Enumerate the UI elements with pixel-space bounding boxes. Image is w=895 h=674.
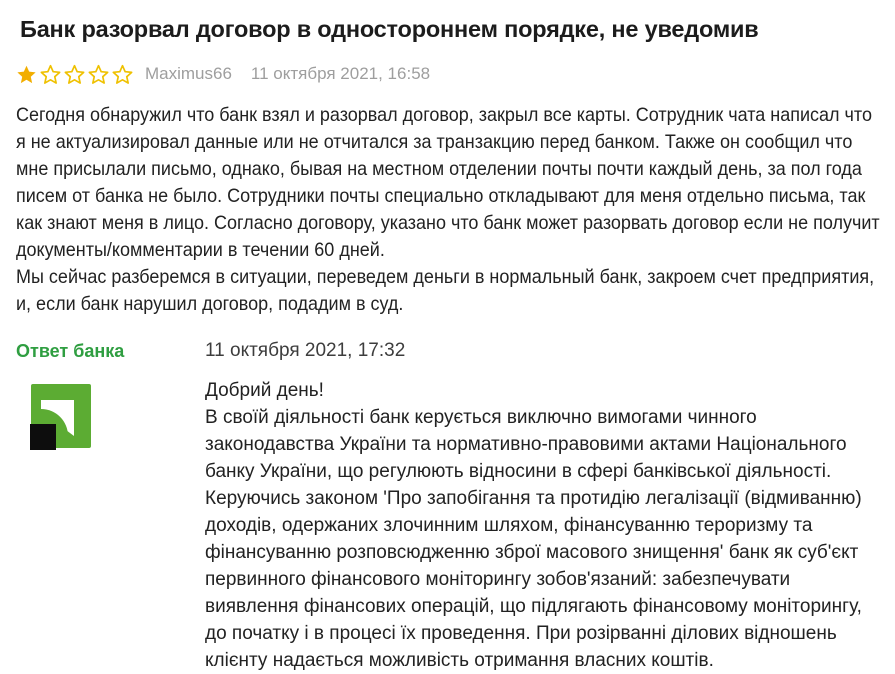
star-empty-icon [112, 64, 133, 85]
review-body [16, 102, 885, 318]
star-empty-icon [64, 64, 85, 85]
review-paragraph: Мы сейчас разберемся в ситуации, переведем деньги в нормальный банк, закроем счет предприятия, и, если банк нарушил договор, подадим в суд. [16, 266, 875, 315]
star-empty-icon [40, 64, 61, 85]
bank-reply-section [16, 339, 877, 674]
star-empty-icon [88, 64, 109, 85]
review-date: 11 октября 2021, 16:58 [250, 64, 431, 83]
bank-reply-message: В своїй діяльності банк керується виключно вимогами чинного законодавства України та нормативно-правовими актами Національного банку України, що регулюють відносини в сфері банківської діяльності. Керуючись законом 'Про запобігання та протидію легалізації (відмиванню) доходів, одержаних злочинним шляхом, фінансуванню тероризму та фінансуванню розповсюдженню зброї масового знищення' банк як суб'єкт первинного фінансового моніторингу зобов'язаний: забезпечувати виявлення фінансових операцій, що підлягають фінансовому моніторингу, до початку і в процесі їх проведення. При розірванні ділових відношень клієнту надається можливість отримання власних коштів. [205, 407, 862, 671]
bank-reply-text [205, 377, 873, 674]
bank-reply-date: 11 октября 2021, 17:32 [205, 340, 406, 361]
review-paragraph: Сегодня обнаружил что банк взял и разорвал договор, закрыл все карты. Сотрудник чата написал что я не актуализировал данные или не отчитался за транзакцию перед банком. Также он сообщил что мне присылали письмо, однако, бывая на местном отделении почты почти каждый день, за пол года писем от банка не было. Сотрудники почты специально откладывают для меня отдельно письма, так как знают меня в лицо. Согласно договору, указано что банк может разорвать договор если не получит документы/комментарии в течении 60 дней. [16, 104, 880, 261]
review-author[interactable]: Maximus66 [145, 64, 232, 83]
review-meta-row [16, 63, 877, 85]
bank-reply-label: Ответ банка [16, 341, 125, 361]
privatbank-logo-icon [30, 384, 93, 451]
bank-reply-left-column [16, 339, 205, 674]
review-title: Банк разорвал договор в одностороннем порядке, не уведомив [20, 16, 759, 42]
bank-reply-body-column [205, 339, 877, 674]
rating-stars [16, 64, 136, 85]
star-filled-icon [16, 64, 37, 85]
bank-reply-greeting: Добрий день! [205, 380, 324, 401]
